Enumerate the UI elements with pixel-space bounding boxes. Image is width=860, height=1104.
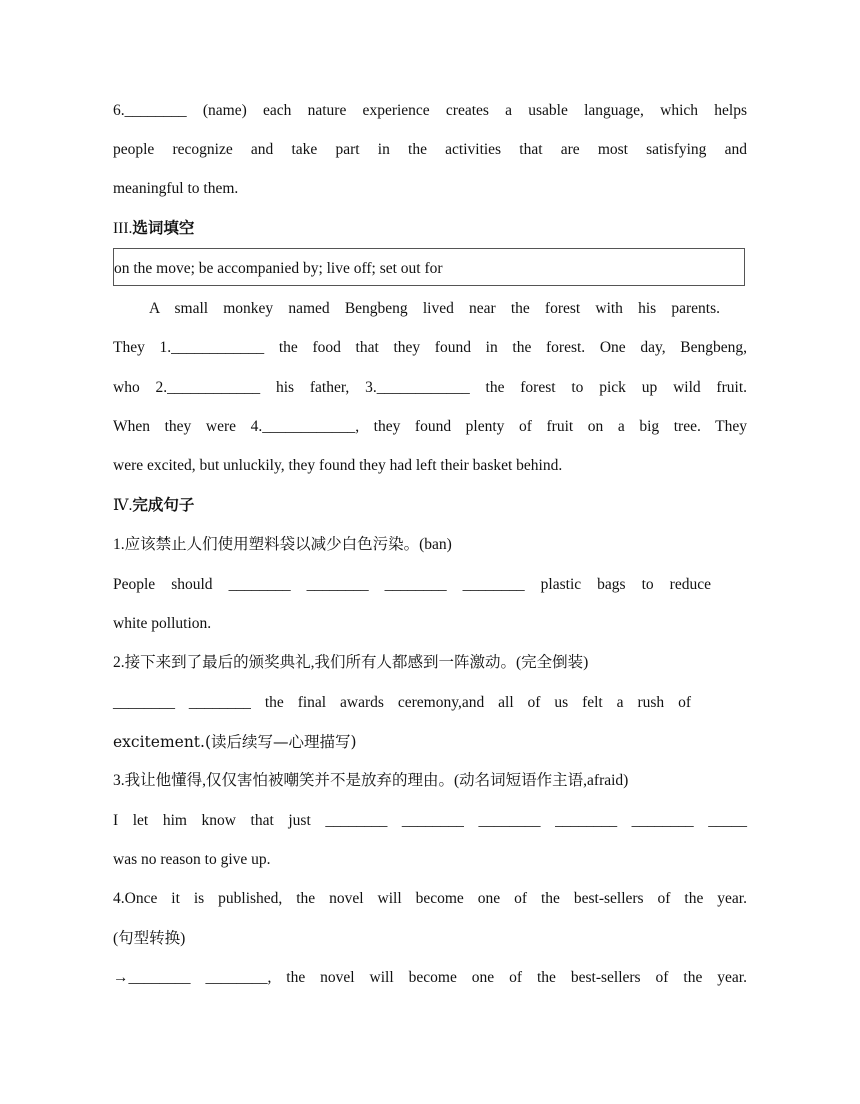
section-3-heading (113, 219, 747, 239)
passage-line-4: When they were 4.____________, they found plenty of fruit on a big tree. They (113, 418, 747, 435)
item-4-prompt-line-1: 4.Once it is published, the novel will become one of the best-sellers of the year. (113, 890, 747, 907)
word-box-text: on the move; be accompanied by; live off; set out for (114, 260, 443, 277)
section-3-title: 选词填空 (132, 220, 195, 237)
item-2-line-2: excitement.(读后续写—心理描写) (113, 733, 357, 751)
item-3-prompt: 3.我让他懂得,仅仅害怕被嘲笑并不是放弃的理由。(动名词短语作主语,afraid) (113, 772, 629, 789)
word-box (113, 248, 745, 286)
item-1-line-1 (113, 575, 711, 595)
section-4-title: 完成句子 (132, 497, 195, 514)
item-3-line-1: I let him know that just ________ ________ ________ ________ ________ _____ (113, 812, 747, 829)
item-1-line-2: white pollution. (113, 615, 212, 632)
item-2-line-1-text: ________ ________ the final awards ceremony,and all of us felt a rush of (113, 694, 691, 711)
passage-line-1: A small monkey named Bengbeng lived near the forest with his parents. (149, 300, 720, 317)
item-6-line-1: 6.________ (name) each nature experience creates a usable language, which helps (113, 102, 747, 119)
section-4-number: Ⅳ. (113, 497, 133, 514)
item-4-prompt-line-2: (句型转换) (113, 930, 186, 947)
section-3-number: III. (113, 220, 133, 237)
passage-line-2: They 1.____________ the food that they found in the forest. One day, Bengbeng, (113, 339, 747, 356)
passage-line-3: who 2.____________ his father, 3.____________ the forest to pick up wild fruit. (113, 379, 747, 396)
section-4-heading (113, 496, 747, 516)
item-1-line-1-text: People should ________ ________ ________ ________ plastic bags to reduce (113, 576, 711, 593)
item-1-prompt: 1.应该禁止人们使用塑料袋以减少白色污染。(ban) (113, 536, 452, 553)
item-2-prompt: 2.接下来到了最后的颁奖典礼,我们所有人都感到一阵激动。(完全倒装) (113, 654, 589, 671)
item-6-line-3: meaningful to them. (113, 180, 239, 197)
passage-line-5: were excited, but unluckily, they found they had left their basket behind. (113, 457, 563, 474)
item-3-line-2: was no reason to give up. (113, 851, 271, 868)
item-4-line-1: →________ ________, the novel will become one of the best-sellers of the year. (113, 969, 747, 986)
item-6-line-2: people recognize and take part in the activities that are most satisfying and (113, 141, 747, 158)
item-2-line-1 (113, 693, 691, 713)
